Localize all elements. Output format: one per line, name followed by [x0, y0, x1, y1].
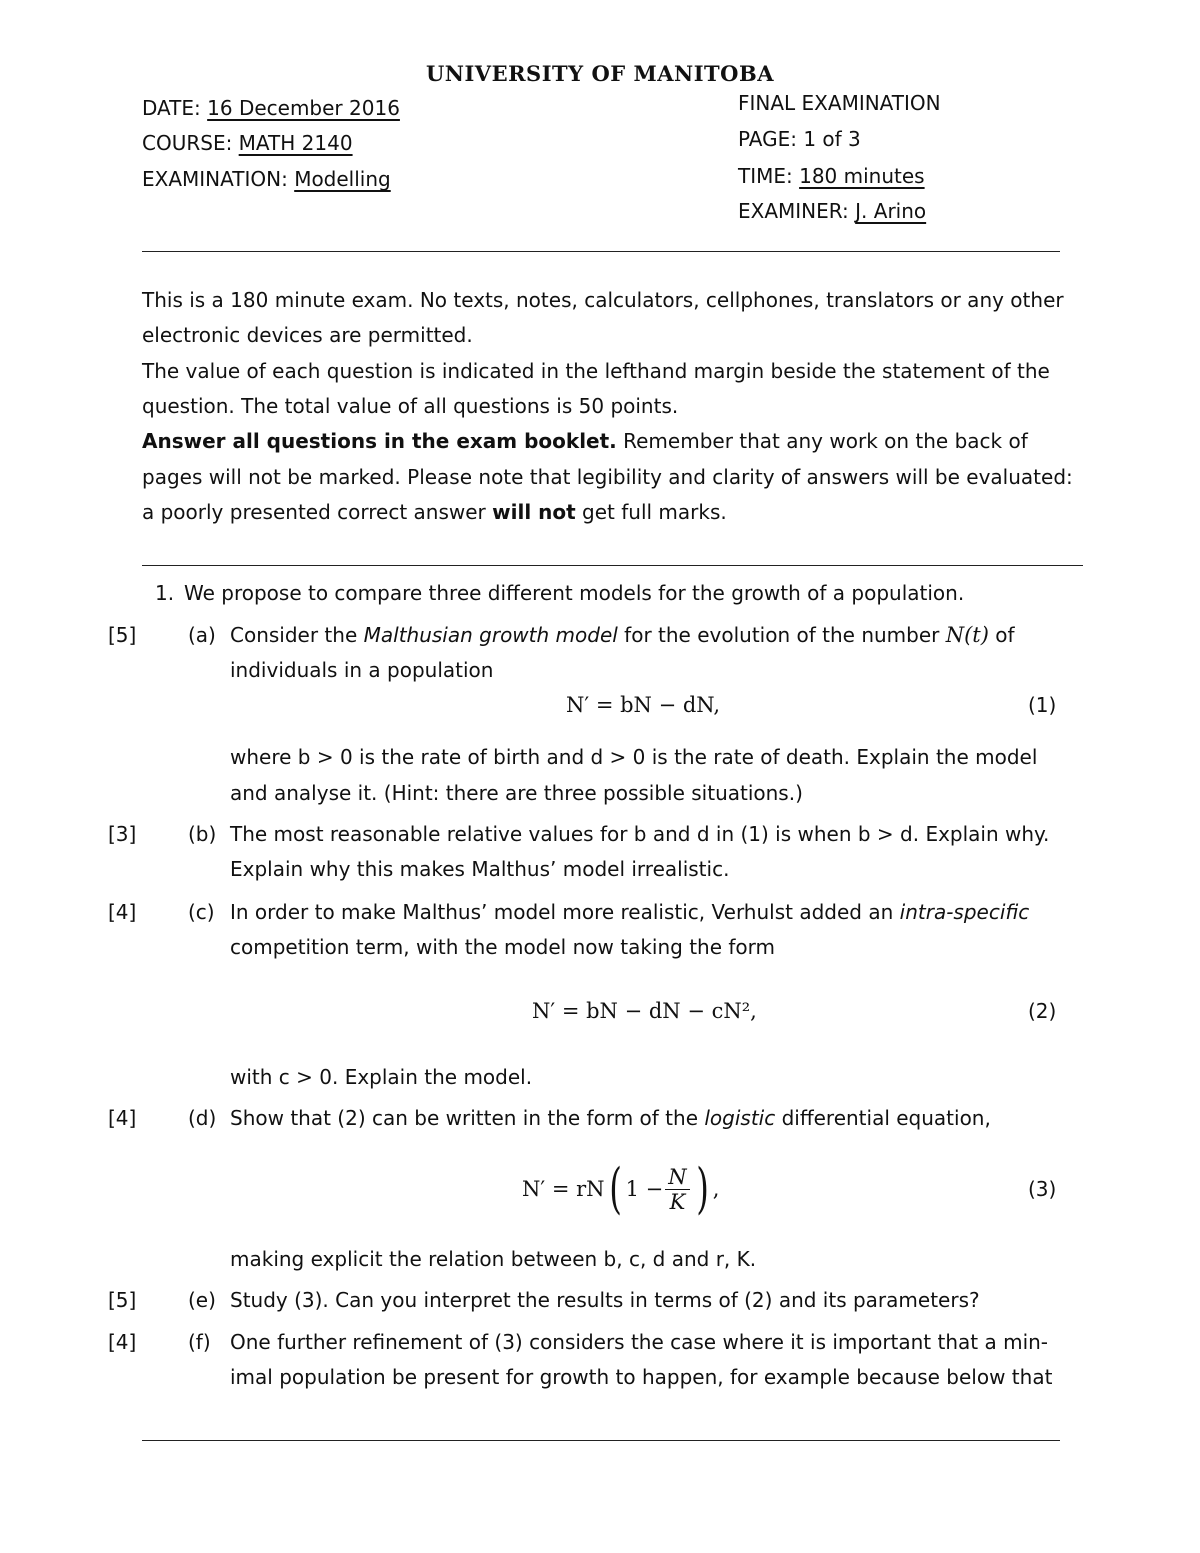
points-c: [4] — [108, 900, 137, 924]
points-f: [4] — [108, 1330, 137, 1354]
part-a-text-2: for the evolution of the number — [617, 623, 946, 647]
points-d: [4] — [108, 1106, 137, 1130]
page-value: 1 of 3 — [803, 127, 861, 151]
part-d-text: Show that (2) can be written in the form of the — [230, 1106, 705, 1130]
instructions-line-5 — [142, 429, 1028, 453]
page-label: PAGE: — [738, 127, 797, 151]
part-c-line-2: competition term, with the model now taking the form — [230, 935, 775, 959]
part-a-line-4: and analyse it. (Hint: there are three possible situations.) — [230, 781, 803, 805]
examination-label: EXAMINATION: — [142, 167, 288, 191]
instructions-emphasis: Answer all questions in the exam booklet. — [142, 429, 617, 453]
equation-3 — [522, 1157, 719, 1221]
part-label-d: (d) — [188, 1106, 217, 1130]
examiner-value: J. Arino — [855, 199, 927, 223]
equation-2: N′ = bN − dN − cN², — [532, 999, 757, 1023]
instructions-will-not: will not — [492, 500, 576, 524]
equation-3-number: (3) — [1028, 1177, 1057, 1201]
part-label-b: (b) — [188, 822, 217, 846]
fraction-n-over-k — [665, 1165, 689, 1214]
part-d-line-1 — [230, 1106, 991, 1130]
instructions-line-4: question. The total value of all questions is 50 points. — [142, 394, 679, 418]
part-label-a: (a) — [188, 623, 216, 647]
course-value: MATH 2140 — [238, 131, 353, 155]
university-title: UNIVERSITY OF MANITOBA — [425, 61, 775, 86]
fraction-denominator: K — [669, 1189, 686, 1214]
examination-value: Modelling — [294, 167, 391, 191]
part-a-text: Consider the — [230, 623, 364, 647]
part-e-line-1: Study (3). Can you interpret the results in terms of (2) and its parameters? — [230, 1288, 980, 1312]
equation-3-one: 1 − — [625, 1177, 664, 1201]
malthusian-term: Malthusian growth model — [363, 623, 618, 647]
intra-specific-term: intra-specific — [899, 900, 1030, 924]
right-paren: ) — [695, 1157, 709, 1220]
time-label: TIME: — [738, 164, 793, 188]
points-e: [5] — [108, 1288, 137, 1312]
part-a-line-1 — [230, 623, 1060, 647]
header-divider — [142, 251, 1060, 252]
part-c-line-3: with c > 0. Explain the model. — [230, 1065, 533, 1089]
examination-line — [142, 167, 391, 191]
instructions-line-5-rest: Remember that any work on the back of — [616, 429, 1028, 453]
equation-1-number: (1) — [1028, 693, 1057, 717]
part-label-e: (e) — [188, 1288, 216, 1312]
page-line — [738, 127, 861, 151]
part-label-f: (f) — [188, 1330, 211, 1354]
points-b: [3] — [108, 822, 137, 846]
part-label-c: (c) — [188, 900, 215, 924]
points-a: [5] — [108, 623, 137, 647]
final-exam-label: FINAL EXAMINATION — [738, 91, 941, 115]
part-c-text: In order to make Malthus’ model more realistic, Verhulst added an — [230, 900, 900, 924]
n-of-t: N(t) — [945, 623, 989, 647]
question-intro: We propose to compare three different models for the growth of a population. — [184, 581, 965, 605]
part-d-text-2: differential equation, — [775, 1106, 991, 1130]
time-value: 180 minutes — [799, 164, 925, 188]
question-number: 1. — [155, 581, 175, 605]
equation-3-comma: , — [712, 1177, 720, 1201]
logistic-term: logistic — [704, 1106, 776, 1130]
course-line — [142, 131, 353, 155]
part-b-line-1: The most reasonable relative values for b and d in (1) is when b > d. Explain why. — [230, 822, 1050, 846]
instructions-line-7-post: get full marks. — [575, 500, 727, 524]
date-value: 16 December 2016 — [207, 96, 400, 120]
part-a-text-3: of — [988, 623, 1015, 647]
course-label: COURSE: — [142, 131, 233, 155]
equation-3-lhs: N′ = rN — [522, 1177, 605, 1201]
part-a-line-2: individuals in a population — [230, 658, 494, 682]
fraction-numerator: N — [665, 1165, 689, 1190]
part-b-line-2: Explain why this makes Malthus’ model irrealistic. — [230, 857, 730, 881]
left-paren: ( — [608, 1157, 622, 1220]
equation-2-number: (2) — [1028, 999, 1057, 1023]
time-line — [738, 164, 925, 188]
instructions-line-3: The value of each question is indicated in the lefthand margin beside the statement of the — [142, 359, 1050, 383]
part-c-line-1 — [230, 900, 1029, 924]
date-label: DATE: — [142, 96, 201, 120]
part-d-line-2: making explicit the relation between b, c, d and r, K. — [230, 1247, 757, 1271]
instructions-line-7 — [142, 500, 727, 524]
part-f-line-1: One further refinement of (3) considers the case where it is important that a min- — [230, 1330, 1049, 1354]
instructions-divider — [142, 565, 1083, 566]
footer-divider — [142, 1440, 1060, 1441]
examiner-line — [738, 199, 926, 223]
examiner-label: EXAMINER: — [738, 199, 849, 223]
part-f-line-2: imal population be present for growth to happen, for example because below that — [230, 1365, 1053, 1389]
instructions-line-2: electronic devices are permitted. — [142, 323, 473, 347]
instructions-line-1: This is a 180 minute exam. No texts, notes, calculators, cellphones, translators or any other — [142, 288, 1064, 312]
part-a-line-3: where b > 0 is the rate of birth and d > 0 is the rate of death. Explain the model — [230, 745, 1038, 769]
instructions-line-7-pre: a poorly presented correct answer — [142, 500, 493, 524]
instructions-line-6: pages will not be marked. Please note that legibility and clarity of answers will be evaluated: — [142, 465, 1073, 489]
equation-1: N′ = bN − dN, — [566, 693, 721, 717]
date-line — [142, 96, 400, 120]
